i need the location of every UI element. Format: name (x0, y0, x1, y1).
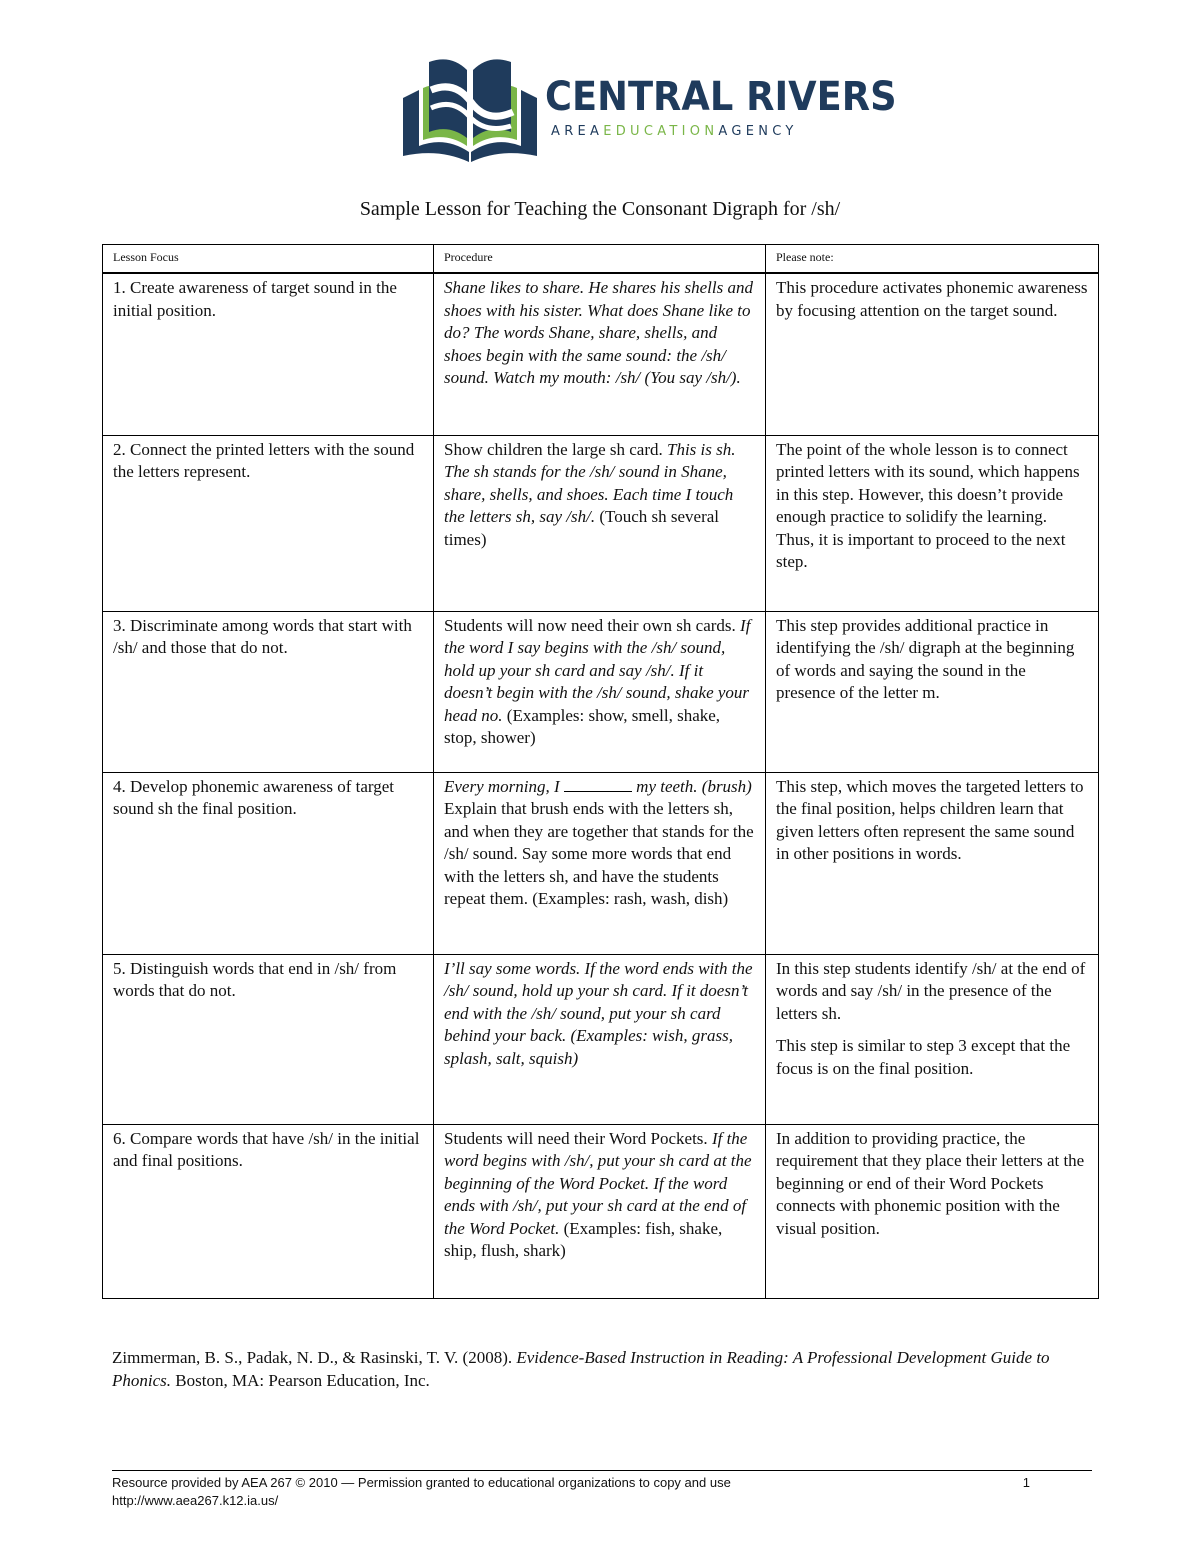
header-please-note: Please note: (766, 245, 1099, 274)
footer-url: http://www.aea267.k12.ia.us/ (112, 1493, 279, 1508)
note-cell (766, 611, 1099, 772)
note-paragraph: In addition to providing practice, the requirement that they place their letters at the beginning or end of their Word Pockets connects with phonemic position with the visual position. (776, 1128, 1085, 1238)
lesson-table (102, 244, 1099, 1299)
note-cell (766, 954, 1099, 1124)
note-paragraph: This procedure activates phonemic awareness by focusing attention on the target sound. (776, 278, 1088, 320)
citation-book-title: Evidence-Based Instruction in Reading: A Professional Development Guide to Phonics. (112, 1348, 1050, 1390)
table-row (103, 772, 1099, 954)
table-row (103, 611, 1099, 772)
note-paragraph: The point of the whole lesson is to connect printed letters with its sound, which happens in this step. However, this doesn’t provide enough practice to solidify the learning. Thus, it is important to proceed to the next step. (776, 439, 1080, 571)
procedure-cell (434, 611, 766, 772)
page-footer (112, 1474, 1030, 1510)
procedure-segment: Students will need their Word Pockets. (444, 1128, 708, 1148)
procedure-cell (434, 435, 766, 611)
procedure-segment: (Touch sh several times) (444, 507, 720, 549)
lesson-focus-cell: 1. Create awareness of target sound in the initial position. (103, 273, 434, 435)
header-procedure: Procedure (434, 245, 766, 274)
logo-subtitle: AREAEDUCATIONAGENCY (551, 124, 798, 139)
open-book-icon (395, 50, 545, 168)
note-paragraph: In this step students identify /sh/ at the end of words and say /sh/ in the presence of the letters sh. (776, 958, 1086, 1023)
procedure-segment: Show children the large sh card. (444, 439, 663, 459)
note-paragraph: This step is similar to step 3 except that the focus is on the final position. (776, 1036, 1071, 1078)
lesson-focus-cell: 3. Discriminate among words that start with /sh/ and those that do not. (103, 611, 434, 772)
lesson-focus-cell: 5. Distinguish words that end in /sh/ from words that do not. (103, 954, 434, 1124)
table-header-row (103, 245, 1099, 274)
citation: Zimmerman, B. S., Padak, N. D., & Rasinski, T. V. (2008). Evidence-Based Instruction in Reading: A Professional Development Guide to Phonics. Boston, MA: Pearson Education, Inc. (112, 1348, 1050, 1390)
procedure-segment: If the word begins with /sh/, put your sh card at the beginning of the Word Pocket. If the word ends with /sh/, put your sh card at the end of the Word Pocket. (444, 1128, 752, 1238)
procedure-segment: If the word I say begins with the /sh/ sound, hold up your sh card and say /sh/. If it doesn’t begin with the /sh/ sound, shake your head no. (444, 615, 751, 725)
lesson-focus-cell: 4. Develop phonemic awareness of target sound sh the final position. (103, 772, 434, 954)
note-cell (766, 435, 1099, 611)
footer-permission-text: Resource provided by AEA 267 © 2010 — Permission granted to educational organizations to copy and use (112, 1475, 731, 1490)
procedure-cell (434, 772, 766, 954)
note-cell (766, 1124, 1099, 1298)
page-number: 1 (1022, 1475, 1030, 1490)
procedure-segment: Explain that brush ends with the letters sh, and when they are together that stands for the /sh/ sound. Say some more words that end with the letters sh, and have the students repeat them. (Examples: rash, wash, dish) (444, 799, 754, 908)
lesson-focus-cell: 2. Connect the printed letters with the sound the letters represent. (103, 435, 434, 611)
procedure-segment: (Examples: show, smell, shake, stop, shower) (444, 705, 721, 747)
procedure-segment: Students will now need their own sh cards. (444, 615, 736, 635)
table-row (103, 273, 1099, 435)
procedure-segment: What does Shane like to do? (444, 300, 751, 342)
header-lesson-focus: Lesson Focus (103, 245, 434, 274)
logo-wordmark: CENTRAL RIVERS (545, 74, 897, 120)
procedure-segment: my teeth. (brush) (636, 776, 752, 796)
procedure-segment: This is sh. The sh stands for the /sh/ sound in Shane, share, shells, and shoes. Each time I touch the letters sh, say /sh/. (444, 439, 736, 526)
note-paragraph: This step, which moves the targeted letters to the final position, helps children learn that given letters often represent the same sound in other positions in words. (776, 776, 1084, 863)
note-cell (766, 772, 1099, 954)
central-rivers-logo (395, 50, 897, 170)
procedure-cell (434, 1124, 766, 1298)
lesson-focus-cell: 6. Compare words that have /sh/ in the initial and final positions. (103, 1124, 434, 1298)
procedure-segment: (Examples: fish, shake, ship, flush, shark) (444, 1218, 723, 1260)
procedure-segment: The words Shane, share, shells, and shoes begin with the same sound: the /sh/ sound. Watch my mouth: /sh/ (You say /sh/). (444, 323, 741, 387)
note-cell (766, 273, 1099, 435)
procedure-segment: Shane likes to share. He shares his shells and shoes with his sister. (444, 278, 753, 320)
table-row (103, 1124, 1099, 1298)
footer-divider (112, 1470, 1092, 1471)
procedure-cell (434, 954, 766, 1124)
note-paragraph: This step provides additional practice in identifying the /sh/ digraph at the beginning of words and saying the sound in the presence of the letter m. (776, 615, 1075, 702)
document-title: Sample Lesson for Teaching the Consonant Digraph for /sh/ (359, 198, 841, 220)
fill-in-blank (564, 777, 632, 792)
procedure-cell (434, 273, 766, 435)
procedure-segment: I’ll say some words. If the word ends with the /sh/ sound, hold up your sh card. If it doesn’t end with the /sh/ sound, put your sh card behind your back. (Examples: wish, grass, splash, salt, squish) (444, 958, 753, 1068)
table-row (103, 954, 1099, 1124)
table-row (103, 435, 1099, 611)
procedure-segment: Every morning, I (444, 776, 560, 796)
